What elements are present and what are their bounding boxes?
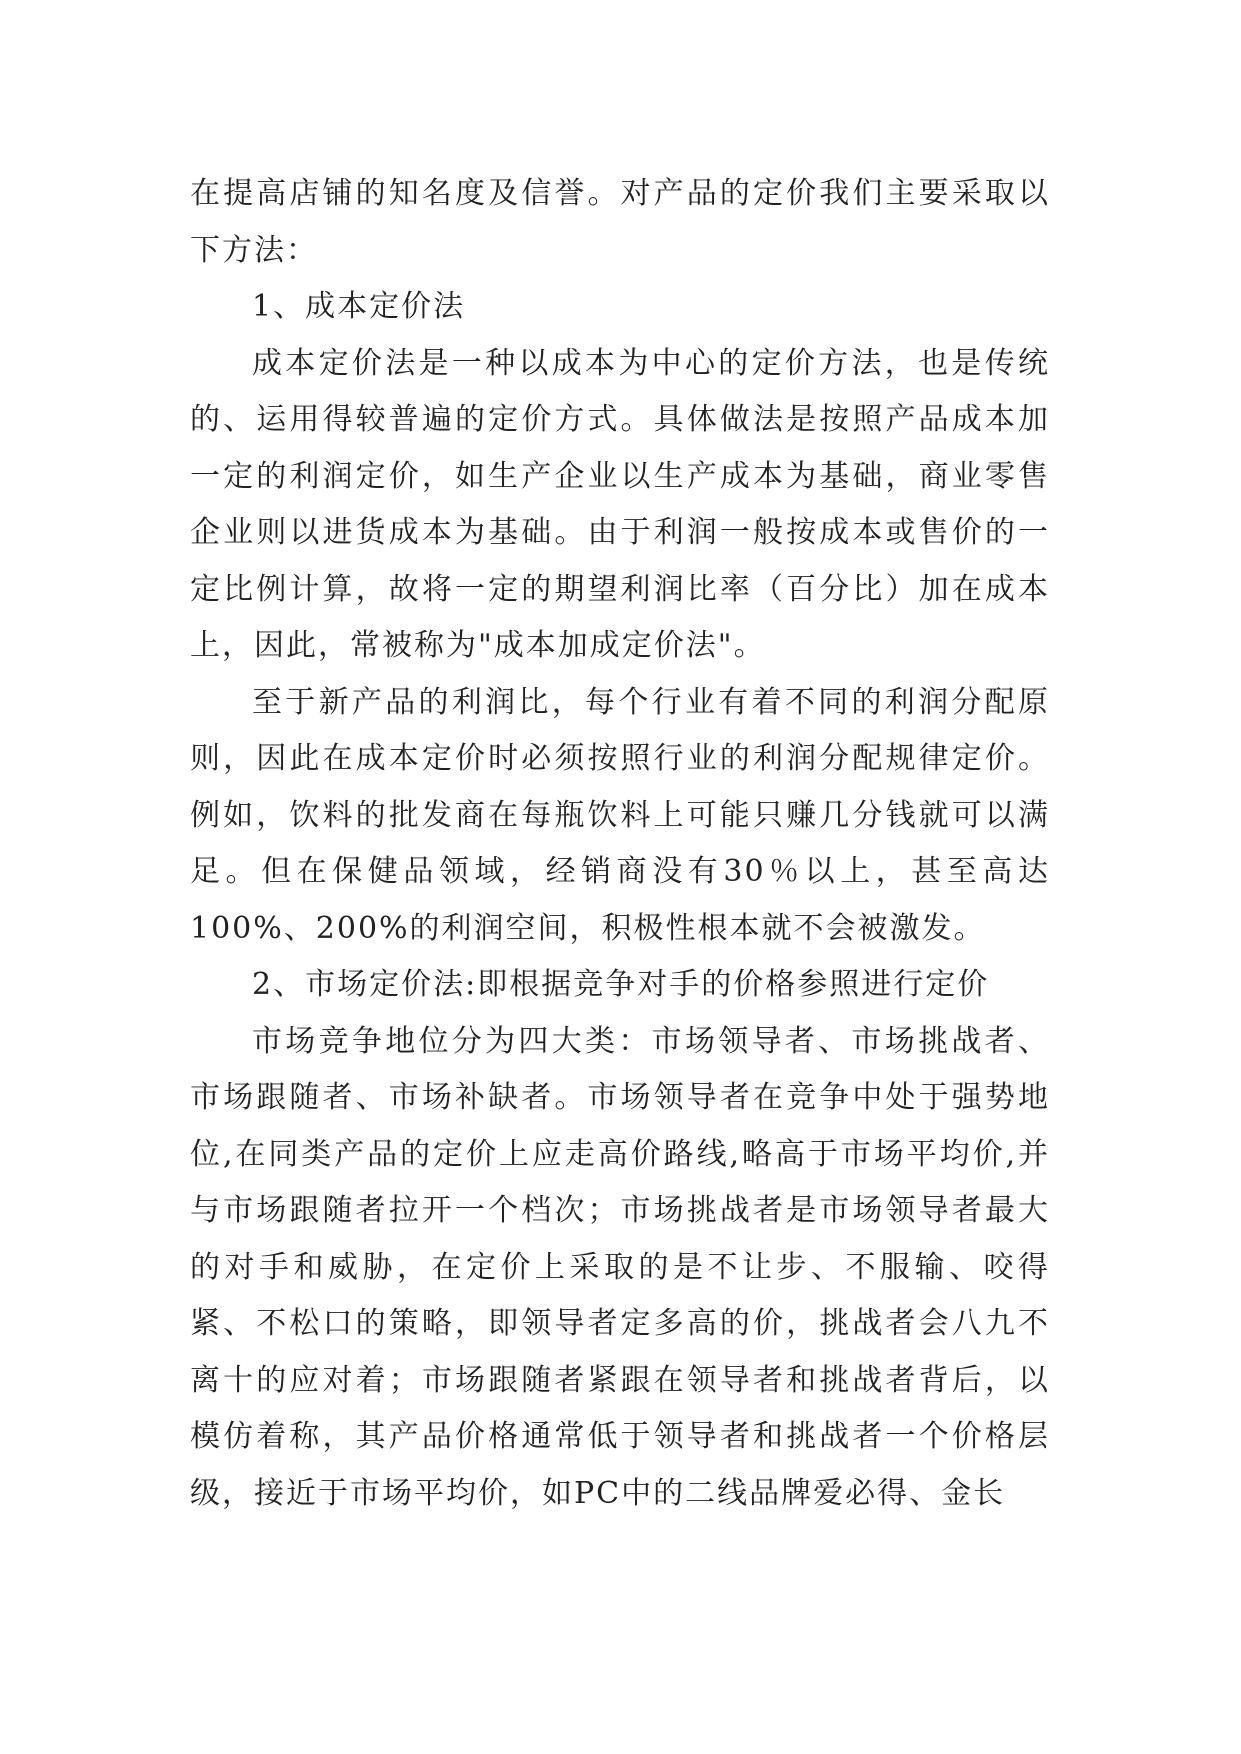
heading-market-pricing: 2、市场定价法:即根据竞争对手的价格参照进行定价: [252, 967, 990, 1002]
document-body: [190, 166, 1050, 1522]
paragraph-intro: 在提高店铺的知名度及信誉。对产品的定价我们主要采取以下方法：: [190, 176, 1050, 268]
paragraph-profit-ratio: 至于新产品的利润比，每个行业有着不同的利润分配原则，因此在成本定价时必须按照行业的利润分配规律定价。例如，饮料的批发商在每瓶饮料上可能只赚几分钱就可以满足。但在保健品领域，经销商没有30％以上，甚至高达100%、200%的利润空间，积极性根本就不会被激发。: [190, 684, 1050, 946]
paragraph-cost-pricing: 成本定价法是一种以成本为中心的定价方法，也是传统的、运用得较普遍的定价方式。具体做法是按照产品成本加一定的利润定价，如生产企业以生产成本为基础，商业零售企业则以进货成本为基础。由于利润一般按成本或售价的一定比例计算，故将一定的期望利润比率（百分比）加在成本上，因此，常被称为"成本加成定价法"。: [190, 345, 1050, 663]
heading-cost-pricing: 1、成本定价法: [252, 289, 466, 324]
paragraph-market-position: 市场竞争地位分为四大类：市场领导者、市场挑战者、市场跟随者、市场补缺者。市场领导者在竞争中处于强势地位,在同类产品的定价上应走高价路线,略高于市场平均价,并与市场跟随者拉开一个档次；市场挑战者是市场领导者最大的对手和威胁，在定价上采取的是不让步、不服输、咬得紧、不松口的策略，即领导者定多高的价，挑战者会八九不离十的应对着；市场跟随者紧跟在领导者和挑战者背后，以模仿着称，其产品价格通常低于领导者和挑战者一个价格层级，接近于市场平均价，如PC中的二线品牌爱必得、金长: [190, 1023, 1050, 1511]
